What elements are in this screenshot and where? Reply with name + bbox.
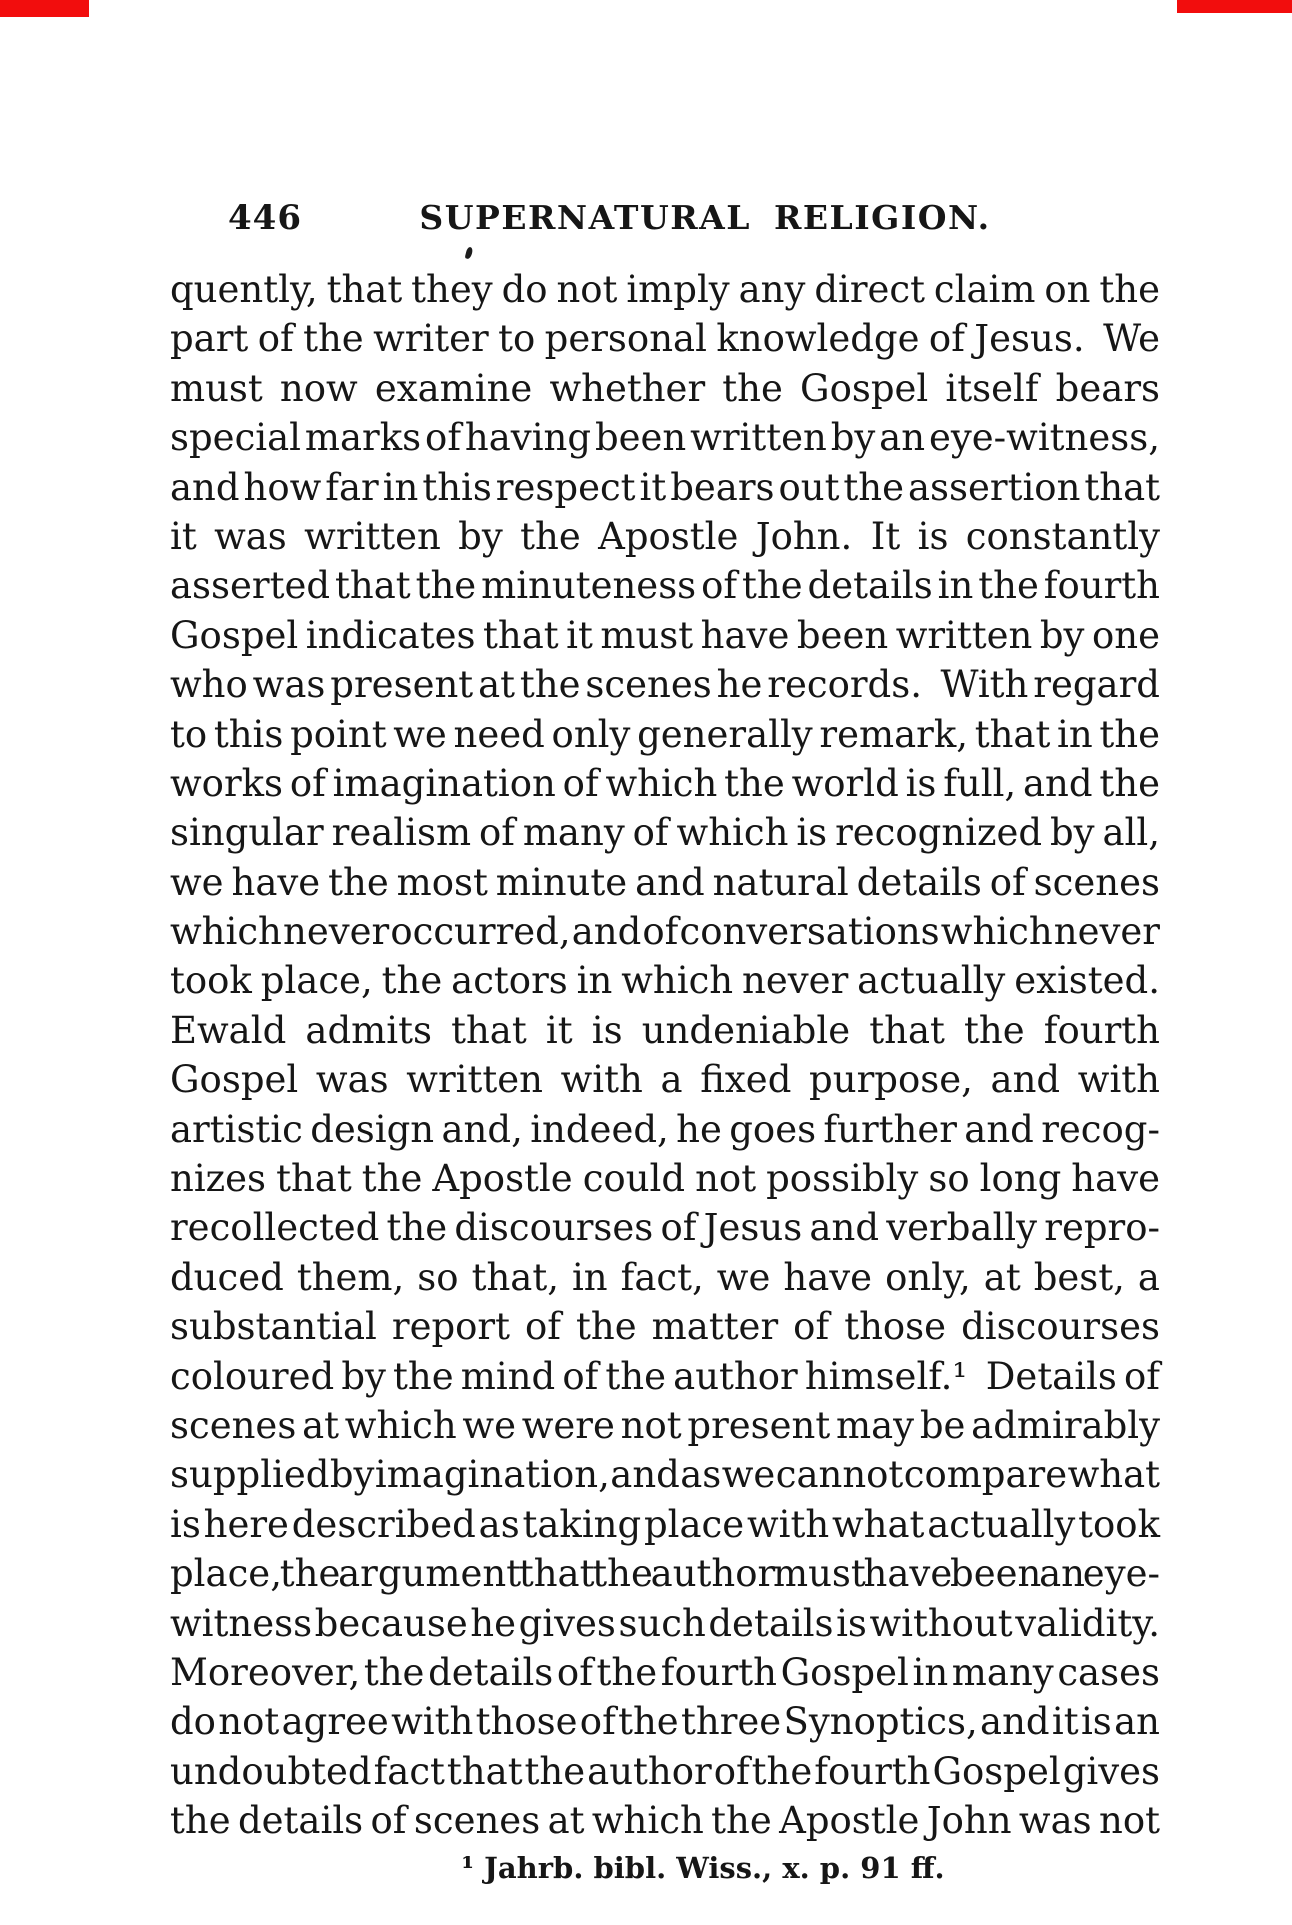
footnote: ¹ Jahrb. bibl. Wiss., x. p. 91 ff. <box>461 1851 945 1885</box>
body-text-line: works of imagination of which the world is full, and the <box>170 761 1160 805</box>
body-text-line: and how far in this respect it bears out the assertion that <box>170 465 1160 509</box>
body-text-line: undoubted fact that the author of the fourth Gospel gives <box>170 1749 1160 1793</box>
body-text-line: supplied by imagination, and as we cannot compare what <box>170 1453 1160 1497</box>
page-header <box>0 197 1292 239</box>
body-text-line: part of the writer to personal knowledge of Jesus. We <box>170 317 1160 361</box>
body-text-line: special marks of having been written by an eye-witness, <box>170 416 1160 460</box>
body-text <box>170 265 1160 1846</box>
body-text-line: who was present at the scenes he records. With regard <box>170 663 1160 707</box>
body-text-line: is here described as taking place with what actually took <box>170 1502 1160 1546</box>
body-text-line: artistic design and, indeed, he goes further and recog- <box>170 1107 1160 1151</box>
body-text-line: place, the argument that the author must have been an eye- <box>170 1552 1160 1596</box>
body-text-line: recollected the discourses of Jesus and verbally repro- <box>170 1206 1160 1250</box>
body-text-line: to this point we need only generally remark, that in the <box>170 712 1160 756</box>
body-text-line: it was written by the Apostle John. It is constantly <box>170 514 1160 558</box>
body-text-line: took place, the actors in which never actually existed. <box>170 959 1160 1003</box>
page-number: 446 <box>228 198 302 238</box>
body-text-line: nizes that the Apostle could not possibly so long have <box>170 1157 1160 1201</box>
body-text-line: Gospel indicates that it must have been written by one <box>170 613 1160 657</box>
body-text-line: Gospel was written with a fixed purpose, and with <box>170 1058 1160 1102</box>
body-text-line: quently, that they do not imply any direct claim on the <box>170 268 1160 311</box>
body-text-line: Moreover, the details of the fourth Gospel in many cases <box>170 1650 1160 1694</box>
scan-artifact-red-top-left <box>0 0 89 17</box>
body-text-line: we have the most minute and natural details of scenes <box>170 860 1160 904</box>
body-text-line: coloured by the mind of the author himself.¹ Details of <box>170 1354 1160 1398</box>
body-text-line: scenes at which we were not present may be admirably <box>170 1403 1160 1447</box>
body-text-line: Ewald admits that it is undeniable that the fourth <box>170 1008 1160 1052</box>
body-text-line: do not agree with those of the three Synoptics, and it is an <box>170 1700 1160 1744</box>
running-title: SUPERNATURAL RELIGION. <box>419 198 991 237</box>
body-text-line: witness because he gives such details is without validity. <box>170 1601 1160 1645</box>
body-text-line: duced them, so that, in fact, we have only, at best, a <box>170 1255 1160 1299</box>
body-text-line: the details of scenes at which the Apostle John was not <box>170 1799 1160 1843</box>
ink-speck <box>465 246 474 259</box>
body-text-line: asserted that the minuteness of the details in the fourth <box>170 564 1160 608</box>
scan-artifact-red-top-right <box>1177 0 1292 13</box>
body-text-line: singular realism of many of which is recognized by all, <box>170 811 1160 855</box>
body-text-line: must now examine whether the Gospel itself bears <box>170 366 1160 410</box>
body-text-line: which never occurred, and of conversations which never <box>170 910 1160 954</box>
body-text-line: substantial report of the matter of those discourses <box>170 1305 1160 1349</box>
